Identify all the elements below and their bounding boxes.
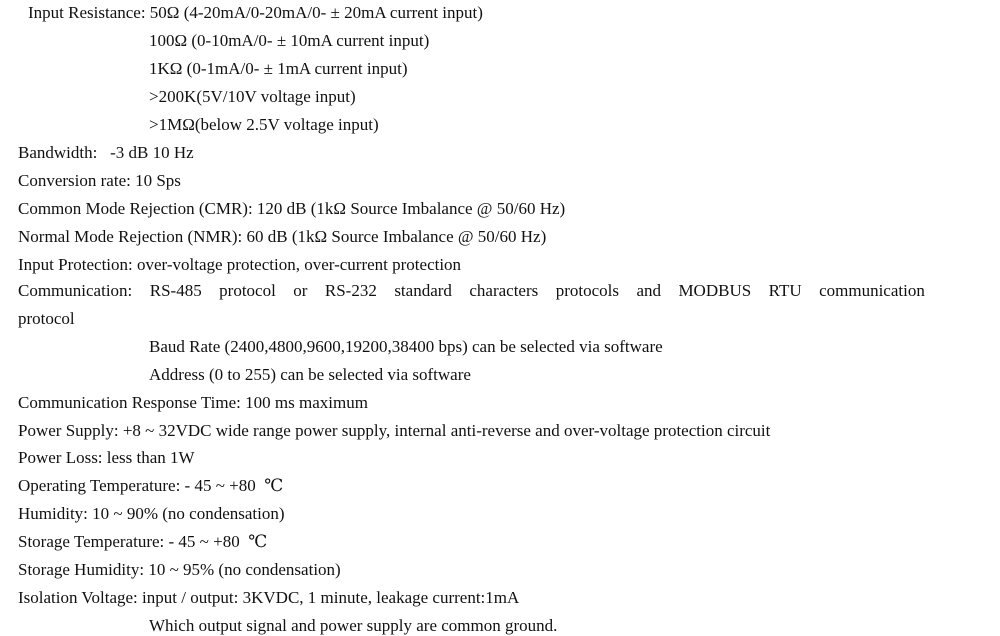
communication-word: protocols	[555, 281, 619, 300]
communication-line	[18, 281, 925, 301]
storage-temperature-line: Storage Temperature: - 45 ~ +80 ℃	[18, 532, 268, 551]
communication-word: or	[293, 281, 308, 300]
address-line: Address (0 to 255) can be selected via software	[149, 365, 471, 384]
storage-humidity-line: Storage Humidity: 10 ~ 95% (no condensation)	[18, 560, 341, 579]
communication-word: characters	[469, 281, 539, 300]
communication-word: protocol	[219, 281, 276, 300]
communication-word: RS-232	[324, 281, 377, 300]
input-resistance-100ohm: 100Ω (0-10mA/0- ± 10mA current input)	[149, 31, 430, 50]
response-time-line: Communication Response Time: 100 ms maximum	[18, 393, 368, 412]
communication-word: RS-485	[149, 281, 202, 300]
power-loss-line: Power Loss: less than 1W	[18, 448, 195, 467]
communication-word: and	[636, 281, 661, 300]
communication-word: communication	[819, 281, 925, 300]
power-supply-line: Power Supply: +8 ~ 32VDC wide range power supply, internal anti-reverse and over-voltage protection circuit	[18, 421, 771, 440]
input-resistance-200k: >200K(5V/10V voltage input)	[149, 87, 356, 106]
nmr-line: Normal Mode Rejection (NMR): 60 dB (1kΩ Source Imbalance @ 50/60 Hz)	[18, 227, 547, 246]
cmr-line: Common Mode Rejection (CMR): 120 dB (1kΩ Source Imbalance @ 50/60 Hz)	[18, 199, 566, 218]
isolation-note-line: Which output signal and power supply are common ground.	[149, 616, 558, 635]
input-protection-line: Input Protection: over-voltage protection, over-current protection	[18, 255, 462, 274]
conversion-rate-line: Conversion rate: 10 Sps	[18, 171, 181, 190]
isolation-voltage-line: Isolation Voltage: input / output: 3KVDC, 1 minute, leakage current:1mA	[18, 588, 520, 607]
communication-word: MODBUS	[678, 281, 752, 300]
operating-temperature-line: Operating Temperature: - 45 ~ +80 ℃	[18, 476, 284, 495]
input-resistance-1mohm: >1MΩ(below 2.5V voltage input)	[149, 115, 379, 134]
communication-continuation: protocol	[18, 309, 75, 328]
input-resistance-line: Input Resistance: 50Ω (4-20mA/0-20mA/0- ± 20mA current input)	[28, 3, 483, 22]
communication-word: Communication:	[18, 281, 133, 300]
input-resistance-1kohm: 1KΩ (0-1mA/0- ± 1mA current input)	[149, 59, 408, 78]
communication-word: RTU	[768, 281, 802, 300]
baud-rate-line: Baud Rate (2400,4800,9600,19200,38400 bps) can be selected via software	[149, 337, 663, 356]
humidity-line: Humidity: 10 ~ 90% (no condensation)	[18, 504, 285, 523]
bandwidth-line: Bandwidth: -3 dB 10 Hz	[18, 143, 194, 162]
communication-word: standard	[394, 281, 452, 300]
